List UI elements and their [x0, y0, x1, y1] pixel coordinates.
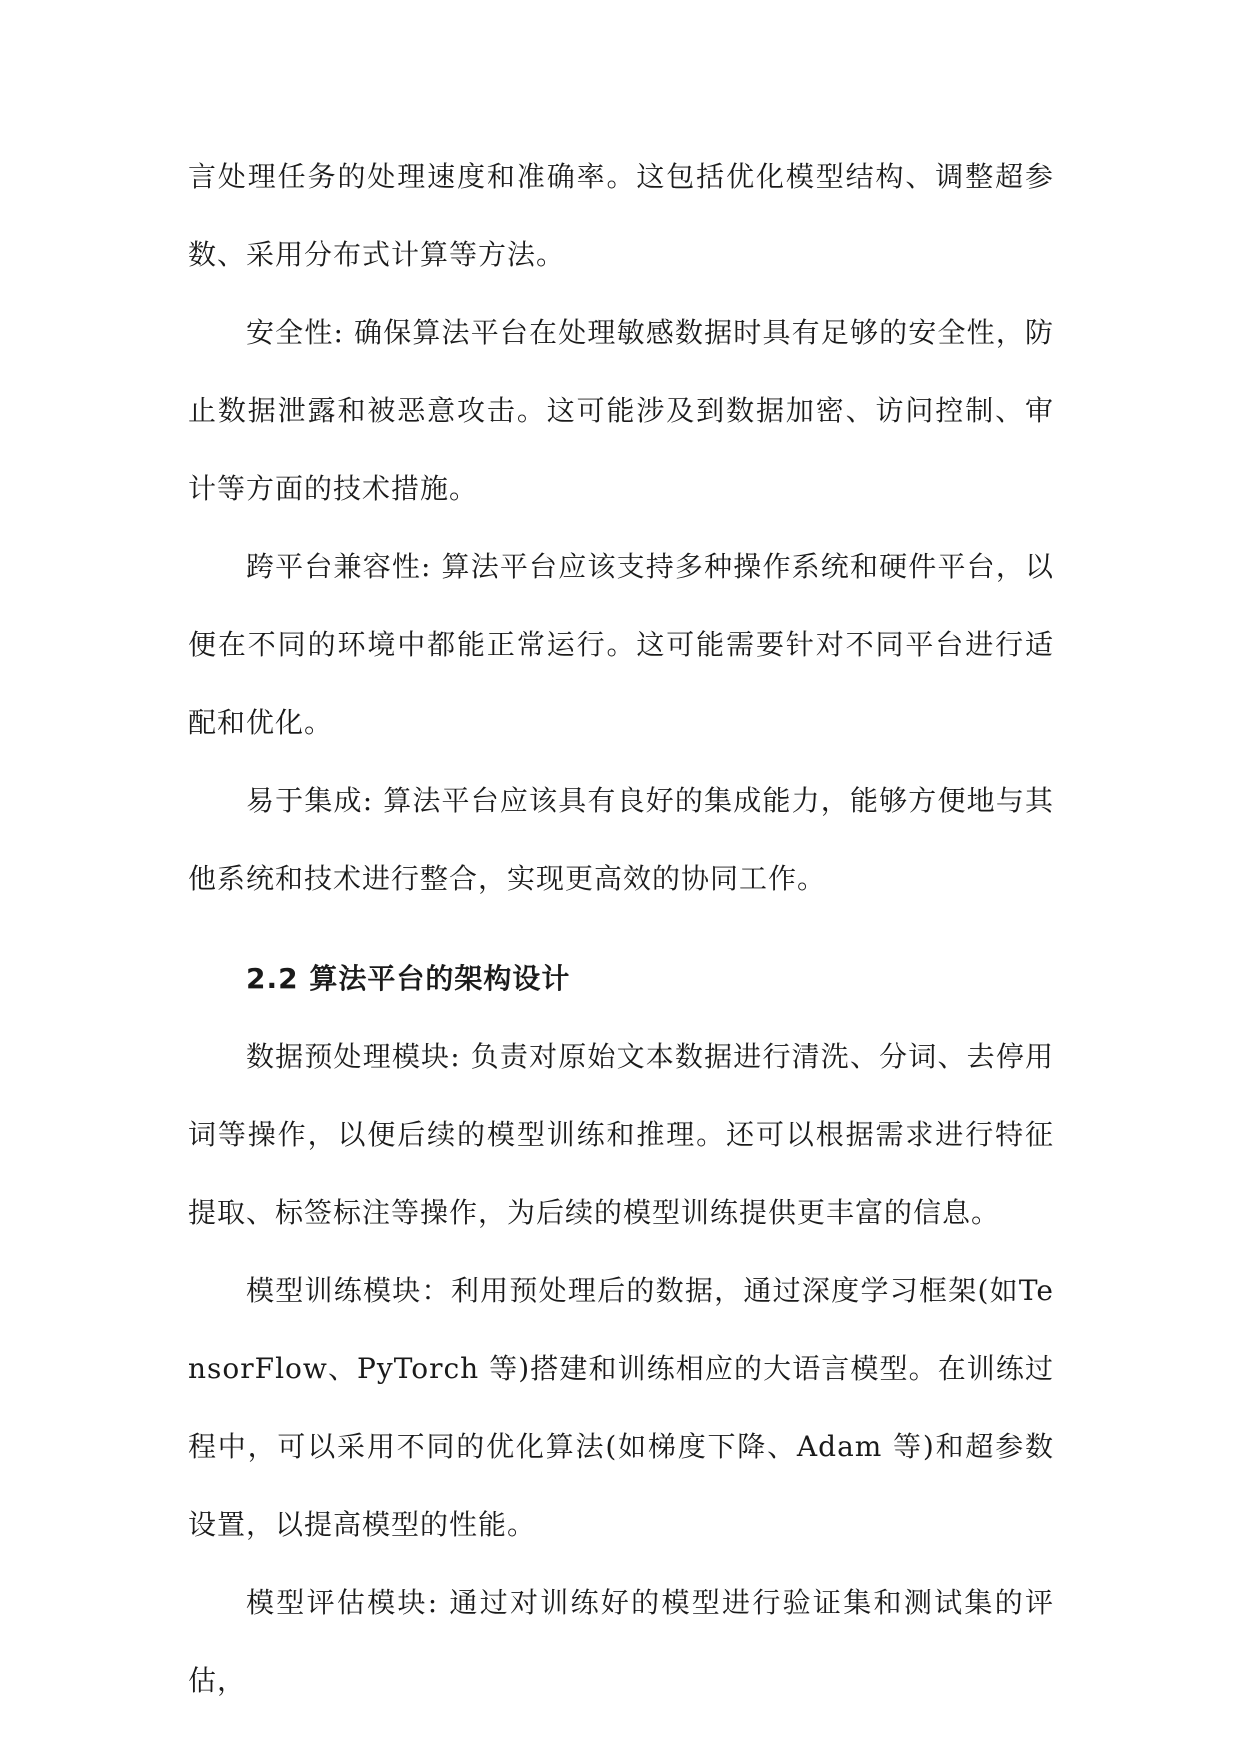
- paragraph-security: 安全性: 确保算法平台在处理敏感数据时具有足够的安全性，防止数据泄露和被恶意攻击。这可能涉及到数据加密、访问控制、审计等方面的技术措施。: [188, 316, 1054, 505]
- paragraph-model-evaluation: 模型评估模块: 通过对训练好的模型进行验证集和测试集的评估，: [188, 1586, 1054, 1697]
- paragraph-continued: 言处理任务的处理速度和准确率。这包括优化模型结构、调整超参数、采用分布式计算等方法。: [188, 160, 1054, 271]
- paragraph-integration: 易于集成: 算法平台应该具有良好的集成能力，能够方便地与其他系统和技术进行整合，实现更高效的协同工作。: [188, 784, 1054, 895]
- document-body: [188, 138, 1054, 1720]
- paragraph-cross-platform: 跨平台兼容性: 算法平台应该支持多种操作系统和硬件平台，以便在不同的环境中都能正常运行。这可能需要针对不同平台进行适配和优化。: [188, 550, 1054, 739]
- section-heading: 2.2 算法平台的架构设计: [246, 962, 571, 995]
- paragraph-model-training: 模型训练模块：利用预处理后的数据，通过深度学习框架(如TensorFlow、PyTorch 等)搭建和训练相应的大语言模型。在训练过程中，可以采用不同的优化算法(如梯度下降、Adam 等)和超参数设置，以提高模型的性能。: [188, 1274, 1054, 1541]
- paragraph-data-preprocessing: 数据预处理模块: 负责对原始文本数据进行清洗、分词、去停用词等操作，以便后续的模型训练和推理。还可以根据需求进行特征提取、标签标注等操作，为后续的模型训练提供更丰富的信息。: [188, 1040, 1054, 1229]
